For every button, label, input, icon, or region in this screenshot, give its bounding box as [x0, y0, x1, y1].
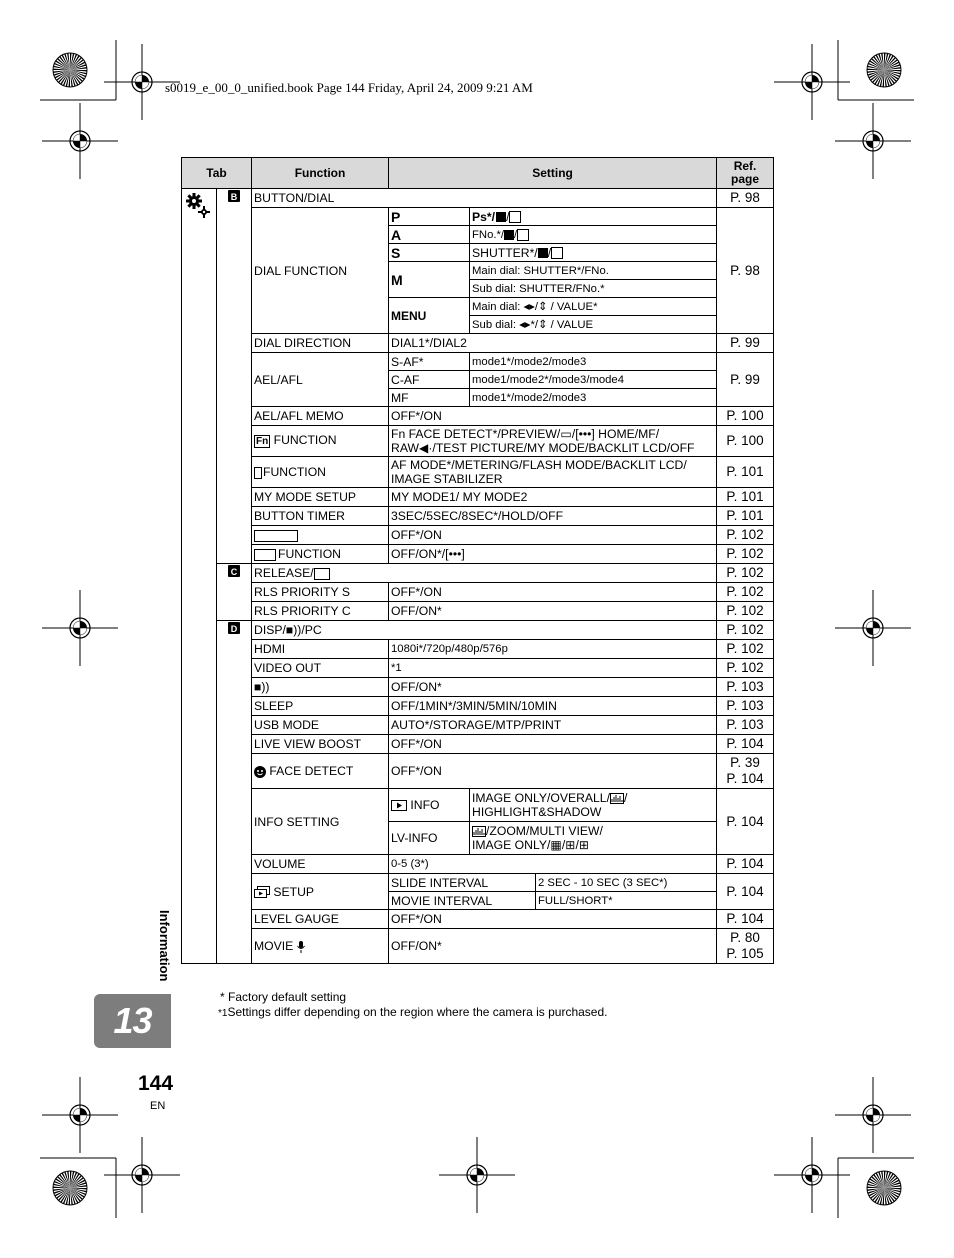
fn-video-out: VIDEO OUT	[252, 659, 389, 678]
fn-disp-pc: DISP/■))/PC	[252, 621, 717, 640]
fn-ael-afl: AEL/AFL	[252, 353, 389, 407]
register-mark-icon	[835, 103, 911, 179]
fn-hdmi: HDMI	[252, 640, 389, 659]
info-play	[389, 789, 470, 822]
register-mark-icon	[42, 590, 118, 666]
info-lv-value	[470, 822, 717, 855]
ref-movie-2: P. 105	[726, 946, 764, 961]
set-volume: 0-5 (3*)	[389, 855, 717, 874]
play-icon	[391, 800, 407, 811]
set-sleep: OFF/1MIN*/3MIN/5MIN/10MIN	[389, 697, 717, 716]
arrow-function-label: FUNCTION	[278, 547, 341, 561]
fn-button-timer: BUTTON TIMER	[252, 507, 389, 526]
starburst-icon	[53, 1171, 87, 1205]
starburst-icon	[53, 53, 87, 87]
page-number: 144	[138, 1072, 174, 1095]
fn-dial-function: DIAL FUNCTION	[252, 208, 389, 334]
set-movie: OFF/ON*	[389, 929, 717, 964]
tab-c-cell	[217, 564, 252, 621]
register-mark-icon	[42, 1077, 118, 1153]
fn-volume: VOLUME	[252, 855, 389, 874]
arrow-pad-icon	[254, 549, 276, 561]
ref-movie-1: P. 80	[730, 930, 760, 945]
flash-comp-icon	[551, 247, 563, 259]
ref-level-gauge: P. 104	[717, 910, 774, 929]
tab-b-cell	[217, 189, 252, 564]
ref-arrow-function: P. 102	[717, 545, 774, 564]
dial-value-p: Ps*/ /	[470, 208, 717, 226]
info-lv-value-1: /ZOOM/MULTI VIEW/	[486, 824, 603, 838]
set-rls-priority-c: OFF/ON*	[389, 602, 717, 621]
tab-d-icon	[228, 622, 240, 634]
ref-fn-function: P. 100	[717, 426, 774, 457]
set-fn-function-line2: RAW◀·/TEST PICTURE/MY MODE/BACKLIT LCD/OFF	[391, 441, 695, 455]
dial-mode-a: A	[389, 226, 470, 244]
svg-text:B: B	[230, 192, 238, 202]
dial-mode-p: P	[389, 208, 470, 226]
fn-level-gauge: LEVEL GAUGE	[252, 910, 389, 929]
slideshow-setup-label: SETUP	[273, 884, 315, 899]
movie-interval: MOVIE INTERVAL	[389, 892, 536, 910]
microphone-icon	[297, 941, 305, 953]
fn-release	[252, 564, 717, 583]
svg-text:C: C	[230, 567, 238, 577]
dial-value-m-main: Main dial: SHUTTER*/FNo.	[470, 262, 717, 280]
fn-custom-function	[252, 457, 389, 488]
ref-volume: P. 104	[717, 855, 774, 874]
set-hdmi: 1080i*/720p/480p/576p	[389, 640, 717, 659]
dial-mode-m: M	[389, 262, 470, 298]
set-custom-function-line2: IMAGE STABILIZER	[391, 472, 503, 486]
custom-button-icon	[254, 467, 262, 479]
face-detect-label: FACE DETECT	[269, 764, 354, 778]
ref-dial-function: P. 98	[717, 208, 774, 334]
set-live-view-boost: OFF*/ON	[389, 735, 717, 754]
fn-usb-mode: USB MODE	[252, 716, 389, 735]
set-rls-priority-s: OFF*/ON	[389, 583, 717, 602]
fn-icon: Fn	[256, 436, 269, 447]
dial-value-a-text: FNo.*/	[472, 228, 505, 241]
header-tab: Tab	[182, 158, 252, 189]
set-level-gauge: OFF*/ON	[389, 910, 717, 929]
info-play-value-2: HIGHLIGHT&SHADOW	[472, 805, 602, 819]
movie-interval-value: FULL/SHORT*	[536, 892, 717, 910]
set-swap-fn: OFF*/ON	[389, 526, 717, 545]
sequential-icon	[314, 568, 330, 580]
info-play-value: IMAGE ONLY/OVERALL/ / HIGHLIGHT&SHADOW	[470, 789, 717, 822]
section-label	[146, 910, 186, 990]
ael-caf: C-AF	[389, 371, 470, 389]
ref-video-out: P. 102	[717, 659, 774, 678]
dial-value-a: FNo.*/ /	[470, 226, 717, 244]
fn-live-view-boost: LIVE VIEW BOOST	[252, 735, 389, 754]
set-video-out: *1	[389, 659, 717, 678]
set-beep: OFF/ON*	[389, 678, 717, 697]
set-face-detect: OFF*/ON	[389, 754, 717, 789]
set-fn-function	[389, 426, 717, 457]
fn-sleep: SLEEP	[252, 697, 389, 716]
tab-c-icon	[228, 565, 240, 577]
book-header-line: s0019_e_00_0_unified.book Page 144 Friday, April 24, 2009 9:21 AM	[165, 80, 533, 95]
info-play-value-1: IMAGE ONLY/OVERALL/	[472, 791, 610, 805]
ref-button-dial: P. 98	[717, 189, 774, 208]
ref-beep: P. 103	[717, 678, 774, 697]
ael-caf-value: mode1/mode2*/mode3/mode4	[470, 371, 717, 389]
ref-ael-afl-memo: P. 100	[717, 407, 774, 426]
info-lv-value-2: IMAGE ONLY/	[472, 838, 551, 852]
register-mark-icon	[774, 44, 850, 120]
ref-release: P. 102	[717, 564, 774, 583]
dial-value-m-sub: Sub dial: SHUTTER/FNo.*	[470, 280, 717, 298]
ref-rls-priority-s: P. 102	[717, 583, 774, 602]
set-dial-direction: DIAL1*/DIAL2	[389, 334, 717, 353]
dial-mode-s: S	[389, 244, 470, 262]
tab-d-cell	[217, 621, 252, 964]
ref-movie	[717, 929, 774, 964]
footnote-star1-mark: *1	[218, 1008, 228, 1019]
ref-face-detect-1: P. 39	[730, 755, 760, 770]
flash-comp-icon	[509, 211, 521, 223]
histogram-icon	[610, 793, 624, 804]
ref-custom-function: P. 101	[717, 457, 774, 488]
set-arrow-function: OFF/ON*/[•••]	[389, 545, 717, 564]
face-icon	[254, 766, 266, 778]
movie-label: MOVIE	[254, 939, 294, 953]
release-label: RELEASE/	[254, 566, 314, 580]
set-ael-afl-memo: OFF*/ON	[389, 407, 717, 426]
header-setting: Setting	[389, 158, 717, 189]
fn-button-dial: BUTTON/DIAL	[252, 189, 717, 208]
tab-b-icon	[228, 190, 240, 202]
fn-movie	[252, 929, 389, 964]
set-custom-function-line1: AF MODE*/METERING/FLASH MODE/BACKLIT LCD/	[391, 458, 687, 472]
ref-face-detect	[717, 754, 774, 789]
set-custom-function	[389, 457, 717, 488]
section-label-text: Information	[157, 910, 172, 982]
flash-comp-icon	[517, 229, 529, 241]
ael-mf-value: mode1*/mode2/mode3	[470, 389, 717, 407]
fn-ael-afl-memo: AEL/AFL MEMO	[252, 407, 389, 426]
ref-disp-pc: P. 102	[717, 621, 774, 640]
dial-value-s-text: SHUTTER*/	[472, 245, 538, 260]
register-mark-icon	[439, 1137, 515, 1213]
fn-function-label: FUNCTION	[273, 433, 337, 447]
ref-info-setting: P. 104	[717, 789, 774, 855]
slide-interval-value: 2 SEC - 10 SEC (3 SEC*)	[536, 874, 717, 892]
fn-my-mode-setup: MY MODE SETUP	[252, 488, 389, 507]
slide-interval: SLIDE INTERVAL	[389, 874, 536, 892]
svg-text:D: D	[230, 624, 238, 634]
fn-dial-direction: DIAL DIRECTION	[252, 334, 389, 353]
exposure-comp-icon	[538, 248, 548, 258]
language-code: EN	[150, 1100, 166, 1112]
dial-value-s: SHUTTER*/ /	[470, 244, 717, 262]
set-my-mode-setup: MY MODE1/ MY MODE2	[389, 488, 717, 507]
gear-icon	[184, 191, 212, 219]
dial-value-menu-sub: Sub dial: ◂▸*/⇕ / VALUE	[470, 316, 717, 334]
ref-slideshow-setup: P. 104	[717, 874, 774, 910]
exposure-comp-icon	[504, 230, 514, 240]
ref-sleep: P. 103	[717, 697, 774, 716]
header-ref: Ref. page	[717, 158, 774, 189]
fn-arrow-function	[252, 545, 389, 564]
dial-value-menu-main: Main dial: ◂▸/⇕ / VALUE*	[470, 298, 717, 316]
starburst-icon	[867, 1171, 901, 1205]
set-fn-function-line1: Fn FACE DETECT*/PREVIEW/▭/[•••] HOME/MF/	[391, 427, 660, 441]
fn-fn-function	[252, 426, 389, 457]
register-mark-icon	[42, 103, 118, 179]
register-mark-icon	[835, 1077, 911, 1153]
ael-mf: MF	[389, 389, 470, 407]
set-button-timer: 3SEC/5SEC/8SEC*/HOLD/OFF	[389, 507, 717, 526]
set-usb-mode: AUTO*/STORAGE/MTP/PRINT	[389, 716, 717, 735]
register-mark-icon	[835, 590, 911, 666]
histogram-icon	[472, 826, 486, 837]
ref-dial-direction: P. 99	[717, 334, 774, 353]
dial-mode-menu: MENU	[389, 298, 470, 334]
info-play-label: INFO	[410, 798, 440, 812]
dial-value-p-text: Ps*/	[472, 209, 496, 224]
ref-swap-fn: P. 102	[717, 526, 774, 545]
swap-fn-icon	[254, 530, 298, 542]
footnote-star: * Factory default setting	[220, 990, 347, 1004]
ael-saf: S-AF*	[389, 353, 470, 371]
register-mark-icon	[774, 1137, 850, 1213]
chapter-number: 13	[113, 1000, 152, 1041]
starburst-icon	[867, 53, 901, 87]
header-function: Function	[252, 158, 389, 189]
slideshow-icon	[254, 886, 270, 898]
ref-hdmi: P. 102	[717, 640, 774, 659]
ref-my-mode-setup: P. 101	[717, 488, 774, 507]
fn-swap-fn	[252, 526, 389, 545]
info-lv: LV-INFO	[389, 822, 470, 855]
ref-usb-mode: P. 103	[717, 716, 774, 735]
custom-menu-table	[181, 157, 774, 964]
exposure-comp-icon	[496, 212, 506, 222]
footnote-star1-text: Settings differ depending on the region where the camera is purchased.	[227, 1005, 608, 1019]
ael-saf-value: mode1*/mode2/mode3	[470, 353, 717, 371]
ref-face-detect-2: P. 104	[726, 771, 764, 786]
ref-ael-afl: P. 99	[717, 353, 774, 407]
fn-info-setting: INFO SETTING	[252, 789, 389, 855]
fn-slideshow-setup	[252, 874, 389, 910]
fn-face-detect	[252, 754, 389, 789]
custom-function-label: FUNCTION	[263, 465, 326, 479]
fn-rls-priority-c: RLS PRIORITY C	[252, 602, 389, 621]
tab-custom-cell	[182, 189, 217, 964]
fn-beep: ■))	[252, 678, 389, 697]
ref-live-view-boost: P. 104	[717, 735, 774, 754]
ref-button-timer: P. 101	[717, 507, 774, 526]
ref-rls-priority-c: P. 102	[717, 602, 774, 621]
grid-icons: ▦/⊞/⊞	[550, 838, 590, 852]
fn-rls-priority-s: RLS PRIORITY S	[252, 583, 389, 602]
register-mark-icon	[104, 1137, 180, 1213]
footnote-star1	[218, 1005, 607, 1019]
